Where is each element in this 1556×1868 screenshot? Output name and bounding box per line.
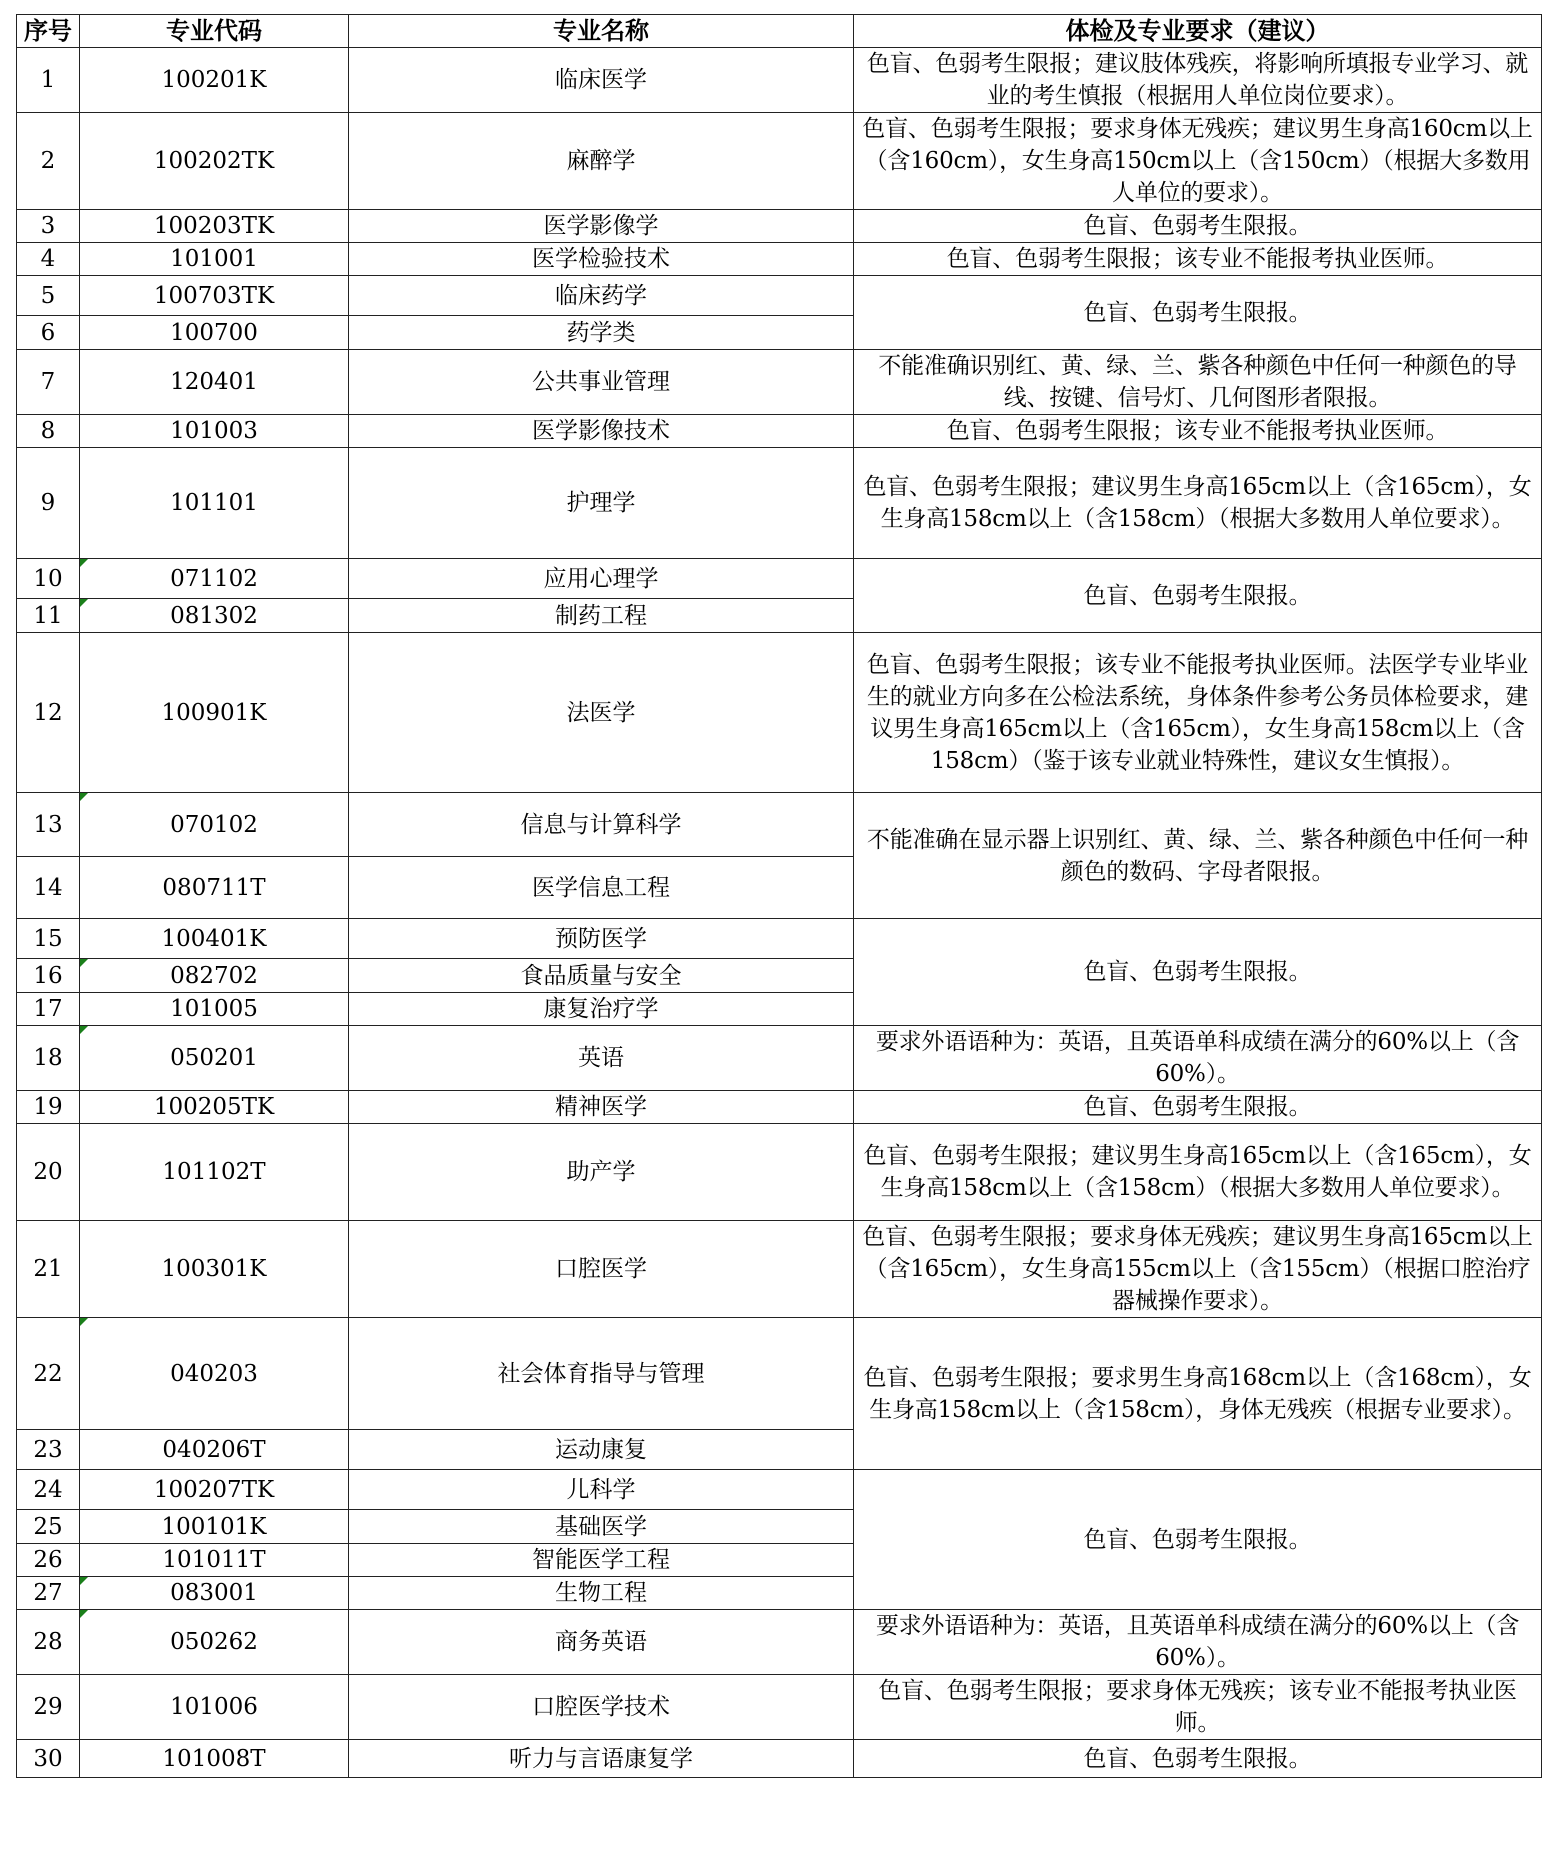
cell-code [80,48,349,113]
cell-code-text: 100700 [170,319,258,346]
cell-requirement: 色盲、色弱考生限报；要求身体无残疾；该专业不能报考执业医师。 [854,1675,1542,1740]
header-name: 专业名称 [349,15,854,48]
cell-requirement: 要求外语语种为：英语，且英语单科成绩在满分的60%以上（含60%）。 [854,1026,1542,1091]
cell-major-name: 麻醉学 [349,113,854,210]
cell-code [80,1610,349,1675]
comment-marker-icon [80,1026,88,1034]
cell-major-name: 口腔医学技术 [349,1675,854,1740]
cell-major-name: 儿科学 [349,1470,854,1510]
cell-major-name: 信息与计算科学 [349,793,854,857]
cell-requirement: 色盲、色弱考生限报；要求身体无残疾；建议男生身高165cm以上（含165cm），女生身高155cm以上（含155cm）（根据口腔治疗器械操作要求）。 [854,1221,1542,1318]
cell-code-text: 120401 [170,369,258,395]
cell-requirement: 色盲、色弱考生限报；建议男生身高165cm以上（含165cm），女生身高158cm以上（含158cm）（根据大多数用人单位要求）。 [854,448,1542,559]
cell-code [80,857,349,919]
table-row [17,276,1542,316]
cell-requirement: 色盲、色弱考生限报；该专业不能报考执业医师。 [854,415,1542,448]
cell-code-text: 101005 [170,996,258,1022]
comment-marker-icon [80,793,88,801]
cell-code-text: 101003 [170,418,258,444]
cell-code [80,1675,349,1740]
table-row [17,1318,1542,1430]
cell-major-name: 医学检验技术 [349,243,854,276]
cell-requirement: 色盲、色弱考生限报；该专业不能报考执业医师。 [854,243,1542,276]
cell-seq: 6 [17,316,80,350]
cell-seq: 2 [17,113,80,210]
cell-code-text: 100203TK [153,213,275,239]
cell-seq: 20 [17,1124,80,1221]
cell-code [80,1470,349,1510]
cell-requirement: 不能准确识别红、黄、绿、兰、紫各种颜色中任何一种颜色的导线、按键、信号灯、几何图形者限报。 [854,350,1542,415]
cell-requirement: 不能准确在显示器上识别红、黄、绿、兰、紫各种颜色中任何一种颜色的数码、字母者限报。 [854,793,1542,919]
cell-seq: 25 [17,1510,80,1544]
cell-requirement: 色盲、色弱考生限报。 [854,559,1542,633]
table-row [17,448,1542,559]
cell-requirement: 色盲、色弱考生限报。 [854,919,1542,1026]
cell-code-text: 080711T [162,874,266,901]
cell-code [80,415,349,448]
cell-code-text: 070102 [170,811,258,838]
table-row [17,793,1542,857]
cell-code-text: 040203 [170,1360,258,1387]
cell-seq: 19 [17,1091,80,1124]
cell-requirement: 色盲、色弱考生限报；该专业不能报考执业医师。法医学专业毕业生的就业方向多在公检法系统，身体条件参考公务员体检要求，建议男生身高165cm以上（含165cm），女生身高158cm以上（含158cm）（鉴于该专业就业特殊性，建议女生慎报）。 [854,633,1542,793]
cell-seq: 7 [17,350,80,415]
cell-requirement: 色盲、色弱考生限报；建议肢体残疾，将影响所填报专业学习、就业的考生慎报（根据用人单位岗位要求）。 [854,48,1542,113]
header-requirements: 体检及专业要求（建议） [854,15,1542,48]
cell-seq: 27 [17,1577,80,1610]
table-row [17,1221,1542,1318]
table-row [17,350,1542,415]
cell-code [80,1510,349,1544]
cell-major-name: 制药工程 [349,599,854,633]
cell-code-text: 100101K [161,1513,267,1540]
table-row [17,415,1542,448]
cell-code-text: 100205TK [153,1094,275,1120]
cell-requirement: 色盲、色弱考生限报；要求身体无残疾；建议男生身高160cm以上（含160cm），女生身高150cm以上（含150cm）（根据大多数用人单位的要求）。 [854,113,1542,210]
cell-requirement: 要求外语语种为：英语，且英语单科成绩在满分的60%以上（含60%）。 [854,1610,1542,1675]
cell-major-name: 公共事业管理 [349,350,854,415]
cell-code-text: 100201K [161,67,267,93]
cell-major-name: 社会体育指导与管理 [349,1318,854,1430]
cell-requirement: 色盲、色弱考生限报；建议男生身高165cm以上（含165cm），女生身高158cm以上（含158cm）（根据大多数用人单位要求）。 [854,1124,1542,1221]
cell-code [80,1091,349,1124]
table-row [17,559,1542,599]
cell-code [80,633,349,793]
cell-seq: 3 [17,210,80,243]
table-row [17,1675,1542,1740]
cell-code-text: 101011T [162,1547,266,1573]
cell-requirement: 色盲、色弱考生限报。 [854,1740,1542,1778]
cell-code-text: 081302 [170,602,258,629]
cell-major-name: 医学影像学 [349,210,854,243]
comment-marker-icon [80,599,88,607]
cell-major-name: 英语 [349,1026,854,1091]
cell-seq: 22 [17,1318,80,1430]
cell-code [80,316,349,350]
cell-seq: 14 [17,857,80,919]
cell-code [80,959,349,993]
cell-code [80,1318,349,1430]
cell-code [80,793,349,857]
cell-seq: 15 [17,919,80,959]
table-row [17,210,1542,243]
cell-code-text: 101008T [162,1745,266,1772]
table-row [17,1091,1542,1124]
cell-code [80,1544,349,1577]
cell-major-name: 助产学 [349,1124,854,1221]
cell-code-text: 050201 [170,1045,258,1071]
cell-code-text: 083001 [170,1580,258,1606]
table-row [17,1124,1542,1221]
cell-seq: 30 [17,1740,80,1778]
requirements-sheet [16,14,1541,1778]
cell-seq: 24 [17,1470,80,1510]
table-row [17,243,1542,276]
cell-requirement: 色盲、色弱考生限报。 [854,1091,1542,1124]
cell-seq: 4 [17,243,80,276]
cell-code [80,1026,349,1091]
cell-major-name: 商务英语 [349,1610,854,1675]
cell-major-name: 医学影像技术 [349,415,854,448]
cell-seq: 12 [17,633,80,793]
cell-major-name: 康复治疗学 [349,993,854,1026]
comment-marker-icon [80,1577,88,1585]
cell-major-name: 生物工程 [349,1577,854,1610]
cell-seq: 17 [17,993,80,1026]
cell-requirement: 色盲、色弱考生限报。 [854,210,1542,243]
cell-seq: 21 [17,1221,80,1318]
table-row [17,113,1542,210]
cell-seq: 9 [17,448,80,559]
cell-requirement: 色盲、色弱考生限报。 [854,276,1542,350]
cell-seq: 13 [17,793,80,857]
cell-code [80,448,349,559]
cell-major-name: 食品质量与安全 [349,959,854,993]
comment-marker-icon [80,1610,88,1618]
cell-seq: 1 [17,48,80,113]
cell-code-text: 050262 [170,1629,258,1655]
cell-seq: 29 [17,1675,80,1740]
table-body [17,48,1542,1778]
cell-seq: 5 [17,276,80,316]
cell-seq: 26 [17,1544,80,1577]
cell-code-text: 100301K [161,1256,267,1282]
cell-major-name: 应用心理学 [349,559,854,599]
cell-major-name: 医学信息工程 [349,857,854,919]
cell-code-text: 071102 [170,565,258,592]
cell-code [80,243,349,276]
cell-code [80,1124,349,1221]
cell-code-text: 040206T [162,1436,266,1463]
cell-code-text: 100401K [161,925,267,952]
cell-seq: 28 [17,1610,80,1675]
cell-code [80,1577,349,1610]
cell-major-name: 临床药学 [349,276,854,316]
cell-code [80,113,349,210]
cell-requirement: 色盲、色弱考生限报；要求男生身高168cm以上（含168cm），女生身高158cm以上（含158cm），身体无残疾（根据专业要求）。 [854,1318,1542,1470]
cell-code-text: 100202TK [153,148,275,174]
cell-code-text: 101006 [170,1694,258,1720]
cell-major-name: 精神医学 [349,1091,854,1124]
cell-seq: 11 [17,599,80,633]
cell-major-name: 运动康复 [349,1430,854,1470]
cell-major-name: 听力与言语康复学 [349,1740,854,1778]
table-row [17,633,1542,793]
cell-code [80,210,349,243]
cell-code-text: 082702 [170,962,258,989]
cell-code [80,1221,349,1318]
cell-major-name: 药学类 [349,316,854,350]
cell-major-name: 预防医学 [349,919,854,959]
cell-code [80,276,349,316]
cell-major-name: 基础医学 [349,1510,854,1544]
cell-code-text: 100207TK [153,1476,275,1503]
cell-code-text: 100901K [161,699,267,726]
table-row [17,1610,1542,1675]
cell-code [80,599,349,633]
cell-major-name: 口腔医学 [349,1221,854,1318]
cell-seq: 10 [17,559,80,599]
table-row [17,1740,1542,1778]
cell-code [80,350,349,415]
cell-code-text: 101101 [170,490,258,516]
comment-marker-icon [80,959,88,967]
major-requirements-table [16,14,1542,1778]
table-row [17,1026,1542,1091]
cell-code [80,1430,349,1470]
cell-code-text: 101001 [170,246,258,272]
cell-seq: 16 [17,959,80,993]
cell-code [80,1740,349,1778]
cell-seq: 23 [17,1430,80,1470]
cell-major-name: 智能医学工程 [349,1544,854,1577]
cell-code [80,993,349,1026]
header-row [17,15,1542,48]
cell-code [80,559,349,599]
cell-code [80,919,349,959]
header-code: 专业代码 [80,15,349,48]
cell-seq: 8 [17,415,80,448]
cell-major-name: 法医学 [349,633,854,793]
cell-code-text: 101102T [162,1159,266,1185]
cell-code-text: 100703TK [153,282,275,309]
cell-seq: 18 [17,1026,80,1091]
cell-requirement: 色盲、色弱考生限报。 [854,1470,1542,1610]
comment-marker-icon [80,559,88,567]
comment-marker-icon [80,1318,88,1326]
table-row [17,919,1542,959]
cell-major-name: 临床医学 [349,48,854,113]
table-row [17,48,1542,113]
header-seq: 序号 [17,15,80,48]
cell-major-name: 护理学 [349,448,854,559]
table-row [17,1470,1542,1510]
